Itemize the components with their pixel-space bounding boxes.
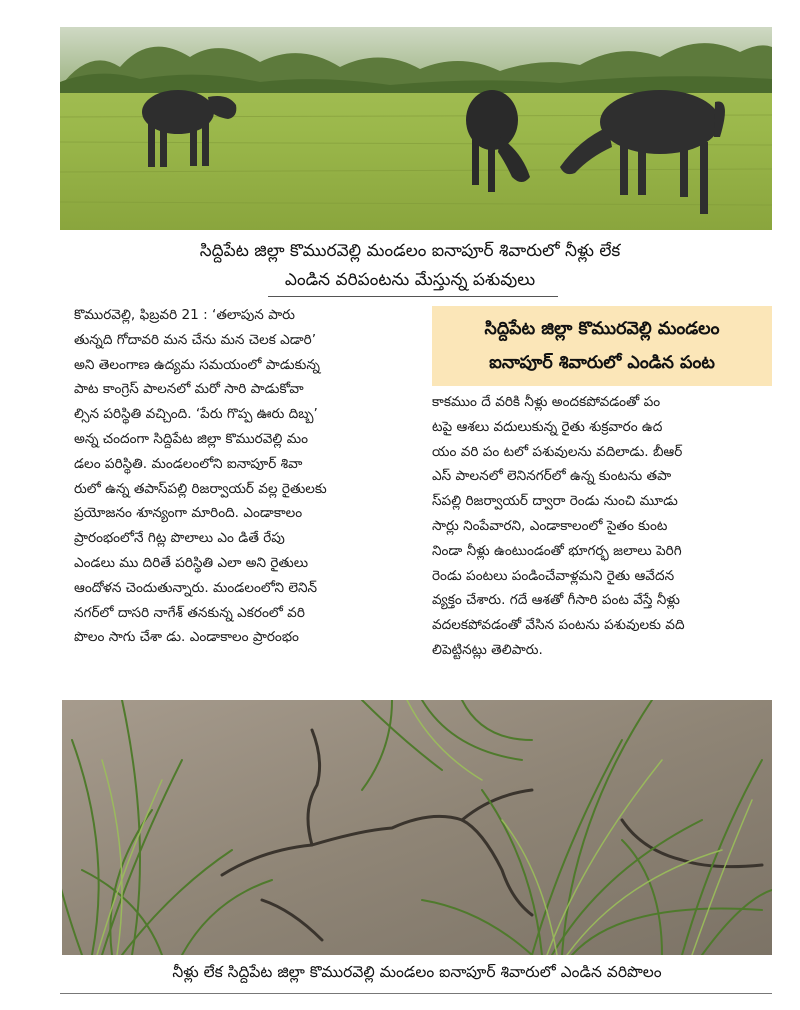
article-line: పొలం సాగు చేశా డు. ఎండాకాలం ప్రారంభం [74, 629, 299, 646]
bottom-divider [60, 993, 772, 994]
article-line: ఆందోళన చెందుతున్నారు. మండలంలోని లెనిన్‌ [74, 579, 318, 596]
article-line: అన్న చందంగా సిద్దిపేట జిల్లా కొమురవెల్లి మం [74, 430, 308, 447]
article-line: యం వరి పం టలో పశువులను వదిలాడు. బీఆర్‌ [432, 443, 683, 460]
article-line: ప్రయోజనం శూన్యంగా మారింది. ఎండాకాలం [74, 505, 303, 522]
bottom-photo-caption: నీళ్లు లేక సిద్దిపేట జిల్లా కొమురవెల్లి మండలం ఐనాపూర్‌ శివారులో ఎండిన వరిపొలం [172, 963, 662, 981]
buffaloes-field-photo [60, 27, 772, 230]
article-left-column [74, 303, 414, 650]
article-line: ఎండలు ము దిరితే పరిస్థితి ఎలా అని రైతులు [74, 554, 309, 571]
article-line: రులో ఉన్న తపాస్‌పల్లి రిజర్వాయర్‌ వల్ల రైతులకు [74, 480, 327, 497]
caption-underline [268, 296, 558, 297]
top-caption-line-2: ఎండిన వరిపంటను మేస్తున్న పశువులు [284, 270, 536, 290]
top-caption-line-1: సిద్దిపేట జిల్లా కొమురవెల్లి మండలం ఐనాపూర్‌ శివారులో నీళ్లు లేక [199, 241, 621, 261]
headline-line-1: సిద్దిపేట జిల్లా కొమురవెల్లి మండలం [484, 319, 720, 339]
article-line: నగర్‌లో దాసరి నాగేశ్‌ తనకున్న ఎకరంలో వరి [74, 604, 305, 621]
article-line: వదలకపోవడంతో వేసిన పంటను పశువులకు వది [432, 617, 685, 634]
article-line: ఎస్‌ పాలనలో లెనినగర్‌లో ఉన్న కుంటను తపా [432, 468, 672, 485]
article-line: లిపెట్టినట్లు తెలిపారు. [432, 641, 543, 658]
top-photo-caption [150, 237, 670, 295]
headline-line-2: ఐనాపూర్‌ శివారులో ఎండిన పంట [489, 353, 715, 373]
headline-box [432, 306, 772, 386]
article-line: పాట కాంగ్రెస్‌ పాలనలో మరో సారి పాడుకోవా [74, 381, 304, 398]
article-right-column [432, 390, 772, 663]
article-line: స్‌పల్లి రిజర్వాయర్‌ ద్వారా రెండు నుంచి మూడు [432, 493, 678, 510]
article-line: డలం పరిస్థితి. మండలంలోని ఐనాపూర్‌ శివా [74, 455, 303, 472]
article-line: నిండా నీళ్లు ఉంటుండంతో భూగర్భ జలాలు పెరిగి [432, 542, 682, 559]
article-line: టపై ఆశలు వదులుకున్న రైతు శుక్రవారం ఉద [432, 418, 663, 435]
article-line: సార్లు నింపేవారని, ఎండాకాలంలో సైతం కుంట [432, 517, 668, 534]
article-line: కాకముం దే వరికి నీళ్లు అందకపోవడంతో పం [432, 394, 661, 410]
article-line: తున్నది గోదావరి మన చేను మన చెలక ఎడారి’ [74, 331, 317, 348]
article-line: వ్యక్తం చేశారు. గదే ఆశతో గీసారి పంట వేస్తే నీళ్లు [432, 592, 680, 609]
article-line: ప్రారంభంలోనే గిట్ల పొలాలు ఎం డితే రేపు [74, 530, 285, 547]
article-line: అని తెలంగాణ ఉద్యమ సమయంలో పాడుకున్న [74, 356, 320, 373]
article-line: కొమురవెల్లి, ఫిబ్రవరి 21 : ‘తలాపున పారు [74, 307, 295, 323]
article-line: ల్సిన పరిస్థితి వచ్చింది. ‘పేరు గొప్ప ఊరు దిబ్బ’ [74, 406, 318, 423]
article-line: రెండు పంటలు పండించేవాళ్లమని రైతు ఆవేదన [432, 567, 675, 584]
dried-paddy-field-photo [62, 700, 772, 955]
